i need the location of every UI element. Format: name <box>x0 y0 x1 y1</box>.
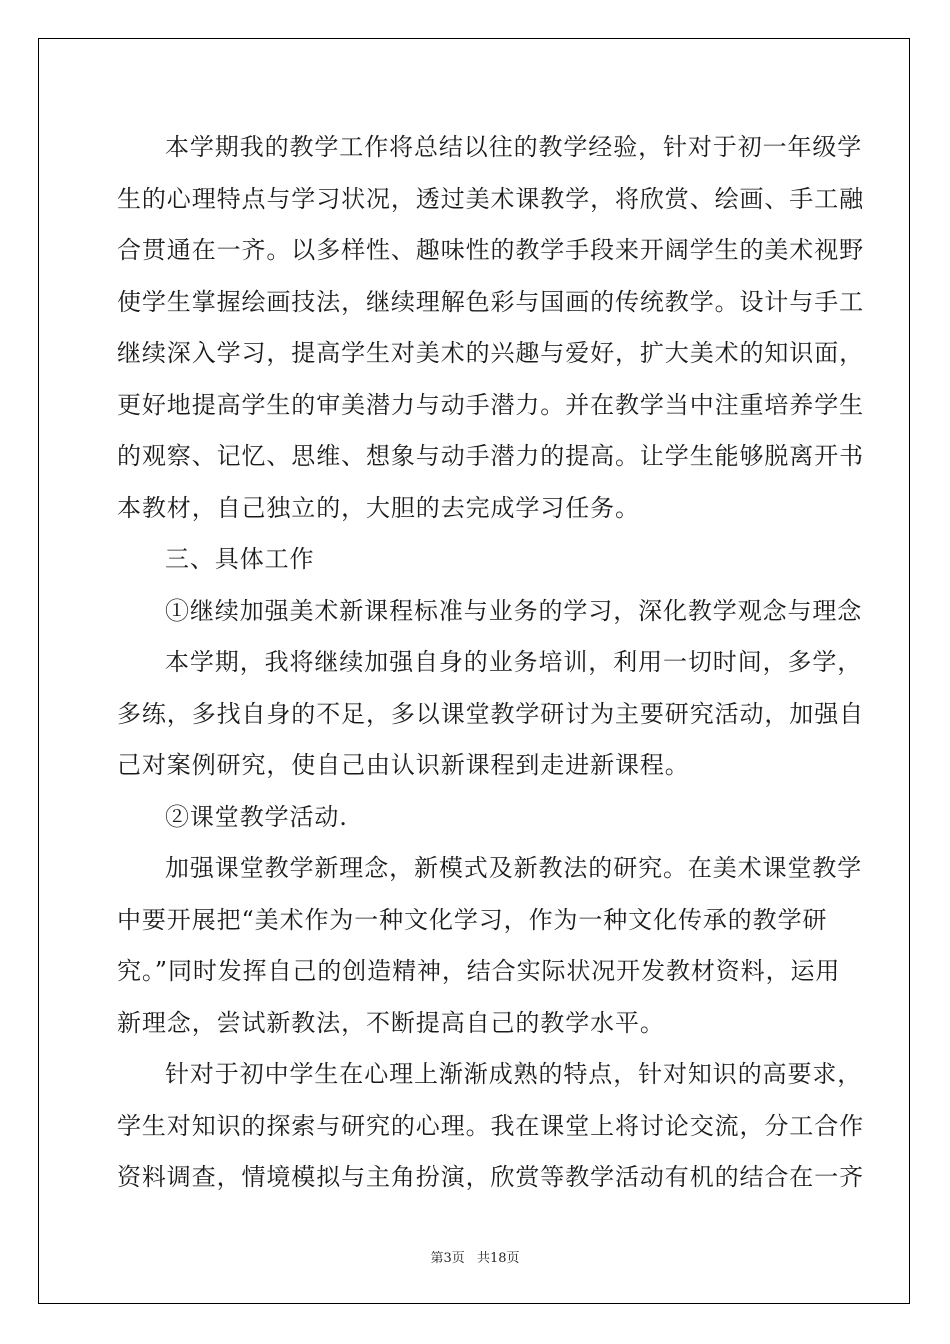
text-line: 新理念，尝试新教法，不断提高自己的教学水平。 <box>117 1008 665 1037</box>
text-line: 本教材，自己独立的，大胆的去完成学习任务。 <box>117 493 640 522</box>
text-line: 的观察、记忆、思维、想象与动手潜力的提高。让学生能够脱离开书 <box>117 442 864 470</box>
page-footer <box>0 1247 950 1266</box>
page-total: 共18页 <box>476 1251 520 1266</box>
text-line: 学生对知识的探索与研究的心理。我在课堂上将讨论交流，分工合作 <box>117 1111 864 1140</box>
text-line: 生的心理特点与学习状况，透过美术课教学，将欣赏、绘画、手工融 <box>117 184 864 213</box>
text-line: 合贯通在一齐。以多样性、趣味性的教学手段来开阔学生的美术视野 <box>117 236 864 264</box>
text-line: 中要开展把“美术作为一种文化学习，作为一种文化传承的教学研 <box>117 905 828 934</box>
subsection-heading: ①继续加强美术新课程标准与业务的学习，深化教学观念与理念 <box>165 596 863 625</box>
text-line: 多练，多找自身的不足，多以课堂教学研讨为主要研究活动，加强自 <box>117 699 864 728</box>
text-line: 本学期，我将继续加强自身的业务培训，利用一切时间，多学， <box>165 648 863 676</box>
page-number: 第3页 <box>430 1251 465 1266</box>
text-line: 使学生掌握绘画技法，继续理解色彩与国画的传统教学。设计与手工 <box>117 287 864 316</box>
text-line: 本学期我的教学工作将总结以往的教学经验，针对于初一年级学 <box>165 133 863 161</box>
text-line: 资料调查，情境模拟与主角扮演，欣赏等教学活动有机的结合在一齐 <box>117 1163 864 1191</box>
text-line: 更好地提高学生的审美潜力与动手潜力。并在教学当中注重培养学生 <box>117 390 864 419</box>
text-line: 继续深入学习，提高学生对美术的兴趣与爱好，扩大美术的知识面， <box>117 339 864 367</box>
section-heading: 三、具体工作 <box>165 545 315 573</box>
text-line: 针对于初中学生在心理上渐渐成熟的特点，针对知识的高要求， <box>165 1060 863 1088</box>
document-body <box>117 122 864 1204</box>
text-line: 加强课堂教学新理念，新模式及新教法的研究。在美术课堂教学 <box>165 854 863 882</box>
text-line: 己对案例研究，使自己由认识新课程到走进新课程。 <box>117 751 690 779</box>
subsection-heading: ②课堂教学活动. <box>165 802 348 831</box>
text-line: 究。”同时发挥自己的创造精神，结合实际状况开发教材资料，运用 <box>117 957 841 985</box>
